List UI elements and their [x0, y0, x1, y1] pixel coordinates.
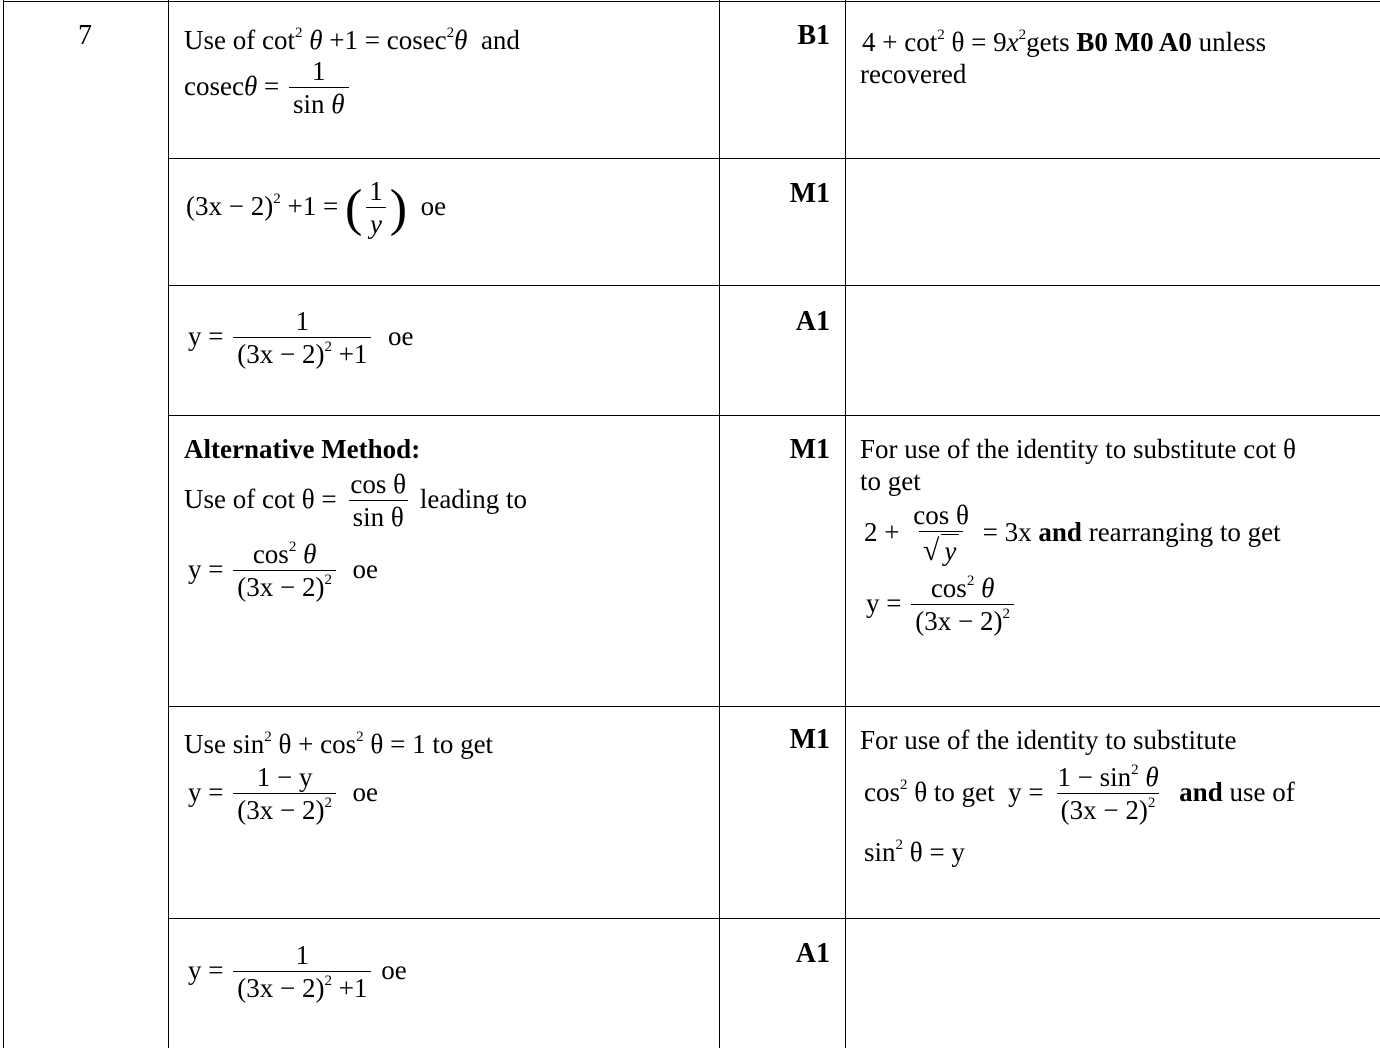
exponent: 2: [324, 795, 332, 812]
grid-line: [168, 285, 1380, 286]
numerator: [927, 573, 999, 604]
answer-text: θ: [309, 25, 323, 55]
answer-text: oe: [420, 191, 447, 222]
guidance-text: cos: [864, 777, 900, 808]
guidance-text: 2 +: [864, 516, 900, 547]
numerator-text: cos: [252, 539, 289, 570]
answer-cell: [184, 433, 527, 605]
answer-cell: [188, 306, 413, 372]
denominator-text: +1: [338, 339, 368, 370]
exponent: 2: [294, 25, 303, 41]
guidance-bold: B0 M0 A0: [1076, 27, 1192, 57]
answer-text: =: [263, 71, 280, 102]
guidance-text: x: [1006, 27, 1019, 57]
denominator-text: (3x − 2): [1060, 795, 1148, 826]
guidance-text: unless: [1198, 27, 1267, 57]
alternative-method-heading: Alternative Method:: [184, 434, 421, 464]
denominator: [233, 971, 371, 1006]
guidance-text: use of: [1229, 777, 1295, 808]
numerator: 1: [295, 306, 310, 336]
exponent: 2: [324, 339, 332, 356]
grid-line: [168, 415, 1380, 416]
answer-text: (3x − 2): [186, 191, 274, 222]
denominator-text: sin: [292, 89, 325, 120]
guidance-text: θ = y: [909, 837, 965, 868]
numerator: 1: [295, 940, 310, 970]
sqrt-icon: √: [922, 533, 940, 567]
fraction: [365, 176, 387, 242]
fraction: [233, 940, 371, 1006]
mark-code: A1: [795, 938, 830, 969]
paren: (: [344, 179, 363, 237]
answer-text: y =: [188, 554, 224, 585]
answer-text: θ = 1 to get: [370, 729, 494, 759]
denominator: [233, 793, 336, 828]
guidance-cell: [862, 26, 1266, 91]
exponent: 2: [1002, 606, 1010, 623]
guidance-text: For use of the identity to substitute: [860, 725, 1237, 755]
exponent: 2: [356, 729, 364, 745]
mark-code: A1: [795, 306, 830, 337]
numerator-text: 1 − sin: [1057, 762, 1132, 793]
numerator-text: θ: [1145, 762, 1159, 793]
exponent: 2: [895, 837, 904, 854]
fraction: [346, 469, 410, 535]
guidance-text: For use of the identity to substitute cot θ: [860, 434, 1296, 464]
exponent: 2: [324, 973, 332, 990]
answer-cell: [184, 728, 493, 828]
guidance-text: = 3x: [982, 516, 1032, 547]
answer-text: oe: [381, 955, 407, 986]
exponent: 2: [324, 572, 332, 589]
denominator-text: (3x − 2): [237, 795, 325, 826]
numerator: 1 − y: [256, 762, 313, 793]
answer-text: cosec: [184, 71, 244, 102]
denominator-text: (3x − 2): [915, 606, 1003, 637]
numerator: cos θ: [913, 499, 969, 530]
answer-text: θ: [243, 71, 258, 102]
fraction: [909, 500, 973, 570]
guidance-text: to get: [860, 466, 921, 497]
answer-cell: [186, 176, 446, 242]
answer-text: θ + cos: [278, 729, 357, 759]
numerator: [249, 539, 321, 570]
numerator-text: θ: [303, 539, 317, 570]
guidance-cell: [860, 433, 1296, 639]
paren: ): [389, 179, 408, 237]
guidance-text: rearranging to get: [1088, 516, 1281, 547]
mark-code: M1: [789, 724, 830, 755]
answer-text: oe: [352, 777, 378, 808]
grid-line: [3, 0, 4, 1048]
answer-text: cot: [261, 25, 295, 55]
fraction: [233, 539, 336, 605]
denominator: [233, 337, 371, 372]
exponent: 2: [264, 729, 272, 745]
guidance-text: 4 + cot: [862, 27, 938, 57]
denominator-text: (3x − 2): [237, 572, 325, 603]
answer-text: +1 = cosec: [329, 25, 447, 55]
answer-cell: [184, 24, 520, 122]
guidance-text: θ to get: [914, 777, 995, 808]
denominator: [919, 531, 963, 570]
grid-line: [168, 706, 1380, 707]
fraction: [289, 56, 349, 122]
exponent: 2: [288, 539, 297, 556]
exponent: 2: [966, 573, 975, 590]
answer-text: Use of: [184, 25, 256, 55]
numerator-text: cos: [930, 573, 967, 604]
grid-line: [168, 918, 1380, 919]
mark-code: M1: [789, 434, 830, 465]
exponent: 2: [900, 777, 908, 794]
numerator: cos θ: [350, 469, 407, 500]
answer-text: θ: [454, 25, 468, 55]
numerator-text: θ: [981, 573, 995, 604]
mark-code: B1: [797, 20, 830, 51]
answer-text: oe: [352, 554, 378, 585]
numerator: 1: [311, 56, 326, 87]
guidance-text: gets: [1026, 27, 1070, 57]
guidance-text: recovered: [860, 59, 967, 90]
denominator: y: [366, 207, 386, 242]
fraction: [233, 762, 336, 828]
fraction: [1053, 762, 1162, 828]
question-number: 7: [78, 20, 92, 51]
answer-text: y =: [188, 777, 224, 808]
denominator: [1057, 793, 1160, 828]
answer-text: Use sin: [184, 729, 265, 759]
answer-text: +1 =: [287, 191, 339, 222]
answer-text: oe: [387, 321, 414, 352]
guidance-text: y =: [1008, 777, 1044, 808]
grid-line: [168, 158, 1380, 159]
exponent: 2: [1018, 27, 1027, 43]
answer-text: y =: [188, 321, 224, 352]
answer-cell: [188, 940, 407, 1006]
guidance-text: θ = 9: [951, 27, 1007, 57]
guidance-text: sin: [864, 837, 896, 868]
denominator-text: θ: [331, 89, 345, 120]
denominator-text: +1: [338, 973, 368, 1004]
denominator: [911, 604, 1014, 639]
fraction: [233, 306, 371, 372]
numerator: [1053, 762, 1162, 793]
denominator-text: (3x − 2): [237, 973, 325, 1004]
guidance-bold: and: [1038, 516, 1082, 547]
denominator: [289, 87, 349, 122]
denominator-text: (3x − 2): [237, 339, 325, 370]
exponent: 2: [1131, 762, 1139, 779]
numerator: 1: [369, 176, 383, 206]
guidance-text: y =: [866, 588, 902, 619]
answer-text: y =: [188, 955, 224, 986]
exponent: 2: [937, 27, 945, 43]
grid-line: [3, 1, 1380, 2]
fraction: [911, 573, 1014, 639]
answer-text: and: [480, 25, 520, 55]
denominator-text: y: [941, 534, 959, 569]
answer-text: leading to: [419, 484, 528, 515]
guidance-cell: [860, 724, 1295, 869]
mark-code: M1: [789, 178, 830, 209]
exponent: 2: [446, 25, 455, 41]
denominator: [233, 570, 336, 605]
denominator: sin θ: [349, 500, 408, 535]
exponent: 2: [273, 191, 281, 208]
guidance-bold: and: [1179, 777, 1223, 808]
answer-text: Use of cot θ =: [184, 484, 337, 515]
exponent: 2: [1147, 795, 1156, 812]
